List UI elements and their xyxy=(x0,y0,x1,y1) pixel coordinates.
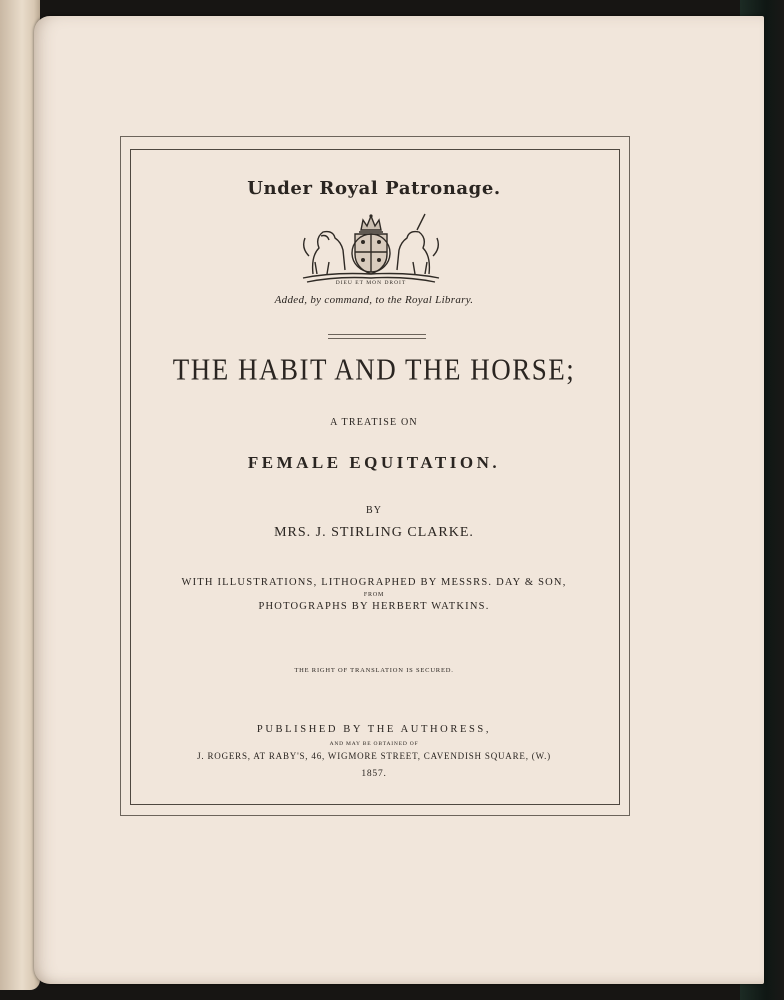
library-note: Added, by command, to the Royal Library. xyxy=(274,294,474,306)
illustrations-line: WITH ILLUSTRATIONS, LITHOGRAPHED BY MESSRS. DAY & SON, xyxy=(181,577,567,588)
subject-heading: FEMALE EQUITATION. xyxy=(247,453,501,472)
divider-rule xyxy=(328,334,426,339)
photographs-line: PHOTOGRAPHS BY HERBERT WATKINS. xyxy=(258,601,490,612)
from-line: FROM xyxy=(363,592,385,598)
patronage-heading: Under Royal Patronage. xyxy=(247,178,501,199)
royal-coat-of-arms xyxy=(293,208,449,286)
publisher-line: PUBLISHED BY THE AUTHORESS, xyxy=(256,724,492,735)
subtitle: A TREATISE ON xyxy=(330,417,418,428)
rights-note: THE RIGHT OF TRANSLATION IS SECURED. xyxy=(294,667,454,674)
publication-year: 1857. xyxy=(361,769,387,779)
author-name: MRS. J. STIRLING CLARKE. xyxy=(274,525,474,540)
obtained-line: AND MAY BE OBTAINED OF xyxy=(329,741,419,747)
motto-text: DIEU ET MON DROIT xyxy=(335,280,407,286)
address-line: J. ROGERS, AT RABY'S, 46, WIGMORE STREET, CAVENDISH SQUARE, (W.) xyxy=(197,751,551,761)
by-line: BY xyxy=(366,505,382,516)
book-title: THE HABIT AND THE HORSE; xyxy=(172,351,576,387)
